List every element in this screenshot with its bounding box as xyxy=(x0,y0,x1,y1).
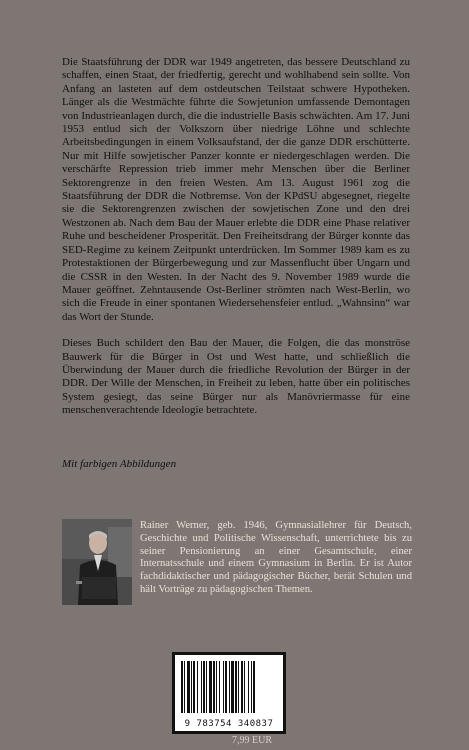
blurb-paragraph-1: Die Staatsführung der DDR war 1949 angetreten, das bessere Deutschland zu schaffen, einen Staat, der friedfertig, gerecht und wohlhabend sein sollte. Von Anfang an lasteten auf dem ostdeutschen Teilstaat schwere Hypotheken. Länger als die Westmächte führte die Sowjetunion umfassende Demontagen von Industrieanlagen durch, die die industrielle Basis schwächten. Am 17. Juni 1953 entlud sich der Volkszorn über niedrige Löhne und schlechte Arbeitsbedingungen in einem Volksaufstand, der die ganze DDR erschütterte. Nur mit Hilfe sowjetischer Panzer konnte er niedergeschlagen werden. Die verschärfte Repression trieb immer mehr Menschen über die Berliner Sektorengrenze in den freien Westen. Am 13. August 1961 zog die Staatsführung der DDR die Notbremse. Von der KPdSU abgesegnet, riegelte sie die Sektorengrenzen zwischen der sowjetischen Zone und den drei Westzonen ab. Nach dem Bau der Mauer erlebte die DDR eine Phase relativer Ruhe und bescheidener Prosperität. Den Freiheitsdrang der Bürger konnte das SED-Regime zu keinem Zeitpunkt unterdrücken. Im Sommer 1989 kam es zu Protestaktionen der Bürgerbewegung und zur Massenflucht über Ungarn und die CSSR in den Westen. In der Nacht des 9. November 1989 wurde die Mauer geöffnet. Zehntausende Ost-Berliner strömten nach West-Berlin, wo sich die Freude in einer spontanen Wiedersehensfeier entlud. „Wahnsinn“ war das Wort der Stunde. xyxy=(62,56,410,323)
illustrations-note: Mit farbigen Abbildungen xyxy=(62,458,177,470)
price-label: 7,99 EUR xyxy=(232,735,272,746)
author-bio: Rainer Werner, geb. 1946, Gymnasiallehrer für Deutsch, Geschichte und Politische Wissenschaft, unterrichtete bis zu seiner Pensionierung an einer Gesamtschule, einer Internatsschule und einem Gymnasium in Berlin. Er ist Autor fachdidaktischer und pädagogischer Bücher, berät Schulen und hält Vorträge zu pädagogischen Themen. xyxy=(140,520,412,595)
barcode xyxy=(172,652,286,734)
isbn-number: 9 783754 340837 xyxy=(184,719,274,729)
author-photo xyxy=(62,519,132,605)
barcode-bars xyxy=(181,661,277,713)
blurb-text xyxy=(62,56,410,431)
blurb-paragraph-2: Dieses Buch schildert den Bau der Mauer, die Folgen, die das monströse Bauwerk für die Bürger in Ost und West hatte, und schließlich die Überwindung der Mauer durch die friedliche Revolution der Bürger in der DDR. Der Wille der Menschen, in Freiheit zu leben, hatte über ein politisches System gesiegt, das seine Bürger nur als Manövriermasse für eine menschenverachtende Ideologie betrachtete. xyxy=(62,337,410,417)
author-photo-image xyxy=(62,519,132,605)
